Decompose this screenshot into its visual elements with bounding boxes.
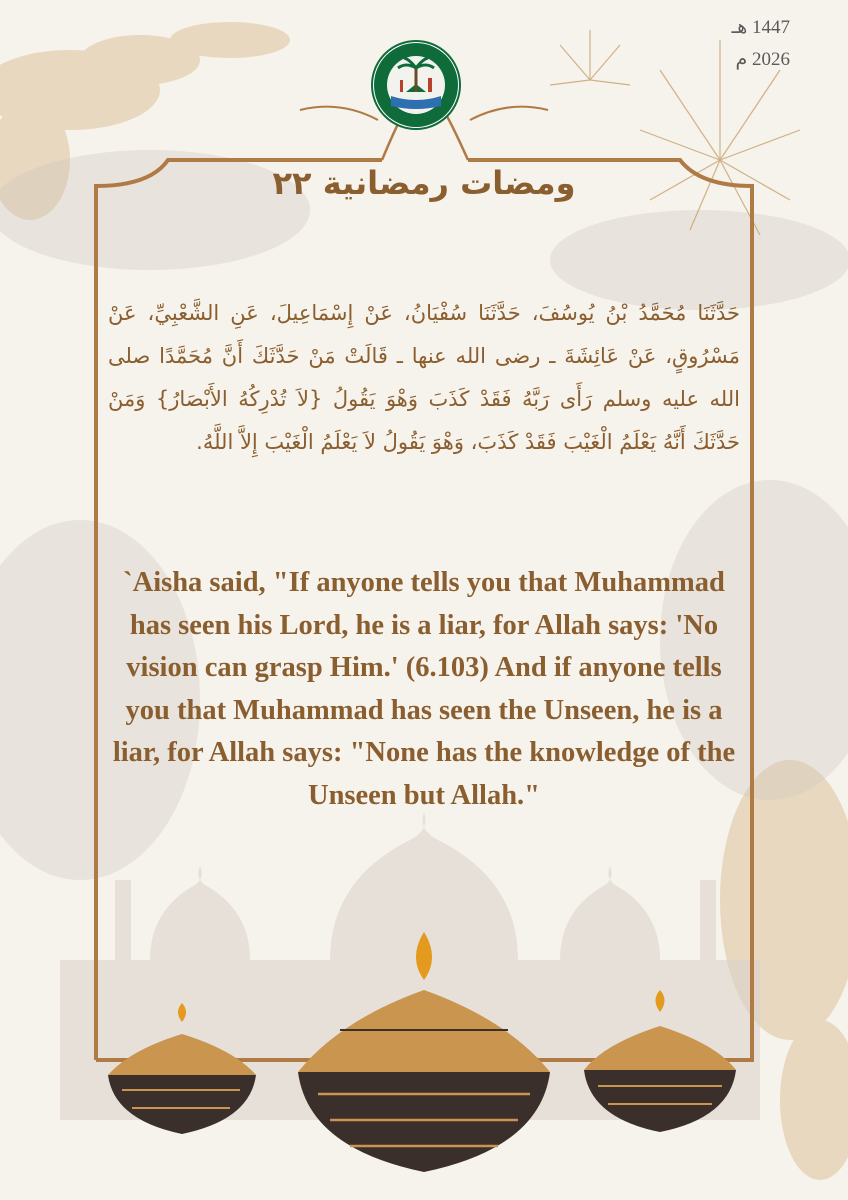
- gregorian-year-label: 2026 م: [735, 49, 790, 70]
- hijri-year-label: 1447 هـ: [731, 17, 790, 38]
- hadith-arabic-text: حَدَّثَنَا مُحَمَّدُ بْنُ يُوسُفَ، حَدَّثَنَا سُفْيَانُ، عَنْ إِسْمَاعِيلَ، عَنِ الشَّعْبِيِّ، عَنْ مَسْرُوقٍ، عَنْ عَائِشَةَ ـ رضى الله عنها ـ قَالَتْ مَنْ حَدَّثَكَ أَنَّ مُحَمَّدًا صلى الله عليه وسلم رَأَى رَبَّهُ فَقَدْ كَذَبَ وَهْوَ يَقُولُ {لاَ تُدْرِكُهُ الأَبْصَارُ} وَمَنْ حَدَّثَكَ أَنَّهُ يَعْلَمُ الْغَيْبَ فَقَدْ كَذَبَ، وَهْوَ يَقُولُ لاَ يَعْلَمُ الْغَيْبَ إِلاَّ اللَّهُ.: [108, 301, 740, 454]
- hadith-english-translation: `Aisha said, "If anyone tells you that Muhammad has seen his Lord, he is a liar, for Allah says: 'No vision can grasp Him.' (6.103) And if anyone tells you that Muhammad has seen the Unseen, he is a liar, for Allah says: "None has the knowledge of the Unseen but Allah.": [112, 567, 736, 811]
- university-society-logo: [371, 40, 461, 130]
- page-title: ومضات رمضانية ٢٢: [272, 164, 576, 202]
